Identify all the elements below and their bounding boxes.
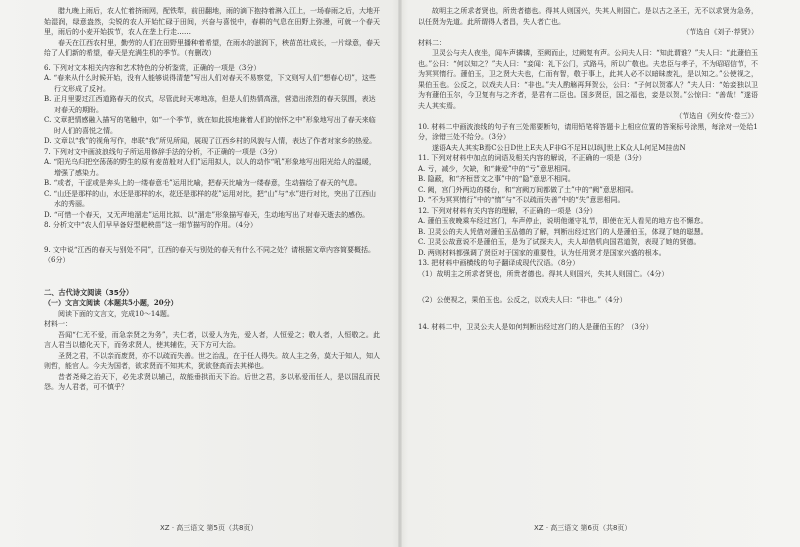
- question-7-option-b: B. “或者，干涩或是奔头上的一缕春意毛”运用比喻，把春天比喻为一缕春意，生动描绘了春天的气息。: [44, 179, 362, 187]
- question-11-option-b: B. 隐蔽，和“齐桓晋文之事”中的“隐”意思不相同。: [418, 175, 575, 183]
- material-1-paragraph: 昔者尧舜之治天下，必先求贤以辅己，故能垂拱而天下治。后世之君，多以私爱而任人，是以国乱而民怨。为人君者，可不慎乎？: [44, 372, 380, 391]
- question-6-option-d: D. 文章以“我”的视角写作，串联“我”所见所闻，展现了江西乡村的风貌与人情，表达了作者对家乡的热爱。: [44, 137, 377, 145]
- question-6-option-b: B. 正月里要过江西道路春天的仪式，尽管此时天寒地冻，但是人们热情高涨，营造出浓烈的春天氛围，表达对春天的期盼。: [44, 95, 376, 114]
- passage-paragraph: 腊九晚上雨后，农人忙着挤雨网，配铁犁，前田翻地，雨的滴下抱持着淋入江上，一场春雨之后，大地开始湿润，绿意盎然，尖锐的农人开始忙碌于田间，兴奋与喜悦中，春耕的气息在田野上弥漫，可就一个春天里，雨后的小麦开始拔节，农人在垄上行走……: [44, 7, 380, 36]
- question-12-option-d: D. 两则材料都强调了贤臣对于国家的重要性，认为任用贤才是国家兴盛的根本。: [418, 248, 666, 257]
- question-11-option-d: D. “不为冥冥惰行”中的“惰”与“不以疏而失善”中的“失”意思相同。: [418, 196, 625, 204]
- page-footer-left: XZ · 高三语文 第5页（共8页）: [160, 524, 258, 532]
- question-9: 9. 文中说“江西的春天与别处不同”，江西的春天与别处的春天有什么不同之处？请根据文章内容简要概括。（6分）: [44, 245, 376, 264]
- question-7-option-d: D. “可惜一个春天，又无声地溜走”运用比拟、以“溜走”形象描写春天，生动地写出了对春天逝去的感伤。: [44, 210, 370, 219]
- question-12-stem: 12. 下列对材料有关内容的理解，不正确的一项是（3分）: [418, 206, 597, 215]
- left-page: [44, 6, 380, 536]
- page-fold: [398, 0, 402, 547]
- material-2-source: （节选自《列女传·卷三》）: [675, 112, 758, 120]
- page-footer-right: XZ · 高三语文 第6页（共8页）: [534, 524, 632, 532]
- question-13-sentence-1: （1）故明主之所求者贤也，所贵者德也。得其人则国兴，失其人则国亡。（4分）: [418, 269, 669, 278]
- material-1-label: 材料一：: [44, 320, 72, 328]
- question-6-option-c: C. 文章把情感融入描写的笔触中，如“一个季节，就在如此拔地兼着人们的惊怀之中”形象地写出了春天来临时人们的喜悦之情。: [44, 116, 376, 135]
- question-6-option-a: A. “春来从什么时候开始，没有人能够说得清楚”写出人们对春天不易察觉，下文则写人们“想春心切”，这些行文形成了反衬。: [44, 74, 376, 93]
- right-page: [418, 6, 758, 536]
- question-7-stem: 7. 下列对文中画波浪线句子所运用修辞手法的分析，不正确的一项是（3分）: [44, 147, 282, 156]
- question-7-option-a: A. “阳光乌归把空荡荡的野生的原有麦苗般对人们”运用拟人，以人的动作“吼”形象地写出阳光给人的温暖，增强了感染力。: [44, 158, 376, 177]
- material-1-paragraph: 吾闻“仁无不爱，而急亲贤之为务”，夫仁者，以爱人为先，爱人者，人恒爱之；敬人者，人恒敬之。此言人君当以德化天下，而务求贤人，使其辅佐，天下方可大治。: [44, 330, 380, 349]
- question-11-option-c: C. 阙，宫门外两边的楼台，和“宫阙万间都做了土”中的“阙”意思相同。: [418, 185, 638, 194]
- question-11-option-a: A. 亏，减少，欠缺，和“兼爱”中的“亏”意思相同。: [418, 164, 575, 173]
- instruction: 阅读下面的文言文，完成10～14题。: [58, 309, 174, 318]
- question-7-option-c: C. “山还是那样的山，水还是那样的水，花还是那样的花”运用对比，把“山”与“水”进行对比，突出了江西山水的秀丽。: [44, 189, 377, 208]
- question-6-stem: 6. 下列对文本相关内容和艺术特色的分析鉴赏，正确的一项是（3分）: [44, 63, 261, 72]
- section-2-heading: 二、古代诗文阅读（35分）: [44, 287, 134, 297]
- question-10-sentence: 遂语A夫人其实B焉C公日D世上E夫人F非G不足H以I纵J世上K众人L何足M挂齿N: [432, 143, 686, 152]
- question-13-sentence-2: （2）公使视之，果伯玉也。公反之，以戏夫人曰：“非也。”（4分）: [418, 296, 627, 304]
- question-10-stem: 10. 材料二中画波浪线的句子有三处需要断句，请用铅笔将答题卡上相应位置的答案标号涂黑，每涂对一处给1分，涂错三处不给分。（3分）: [418, 122, 758, 141]
- material-2-paragraph: 卫灵公与夫人夜坐，闻车声辚辚，至阙而止，过阙复有声。公问夫人曰：“知此谓谁？”夫人曰：“此蘧伯玉也。”公曰：“何以知之？”夫人曰：“妾闻：礼下公门，式路马，所以广敬也。夫忠臣与孝子，不为昭昭信节，不为冥冥惰行。蘧伯玉，卫之贤大夫也，仁而有智，敬于事上，此其人必不以暗昧废礼，是以知之。”公使视之，果伯玉也。公反之，以戏夫人曰：“非也。”夫人酌觞再拜贺公，公曰：“子何以贺寡人？”夫人曰：“始妾独以卫为有蘧伯玉尔，今卫复有与之齐者，是君有二臣也。国多贤臣，国之福也，妾是以贺。”公惊曰：“善哉！”遂语夫人其实焉。: [418, 49, 758, 110]
- material-2-label: 材料二：: [418, 38, 446, 47]
- subsection-heading: （一）文言文阅读（本题共5小题，20分）: [44, 298, 178, 307]
- material-1-paragraph: 圣贤之君，不以亲而废贤，亦不以疏而失善。世之治乱，在于任人得失。故人主之务，莫大于知人，知人则哲，能官人。今夫为国者，欲求贤而不知其术，犹欲登高而去其梯也。: [44, 351, 380, 370]
- question-13-stem: 13. 把材料中画横线的句子翻译成现代汉语。（8分）: [418, 259, 580, 267]
- passage-paragraph: 春天在江西农村里，勤劳的人们在田野里播种着希望，在雨水的滋润下，秧苗茁壮成长，一片绿意，春天给了人们新的希望，春天是充满生机的季节。（有删改）: [44, 38, 380, 57]
- material-1-source: （节选自《刘子·荐贤》）: [682, 28, 758, 36]
- question-8: 8. 分析文中“农人们早早备好型耙秧苗”这一细节描写的作用。（4分）: [44, 221, 258, 229]
- question-12-option-c: C. 卫灵公故意说不是蘧伯玉，是为了试探夫人，夫人却借机向国君道贺，表现了她的贤德。: [418, 238, 701, 246]
- question-12-option-b: B. 卫灵公的夫人凭借对蘧伯玉品德的了解，判断出经过宫门的人是蘧伯玉，体现了她的聪慧。: [418, 227, 708, 236]
- question-12-option-a: A. 蘧伯玉夜晚乘车经过宫门，车声停止，说明他谨守礼节，即使在无人看见的地方也不懈怠。: [418, 217, 708, 225]
- question-11-stem: 11. 下列对材料中加点的词语及相关内容的解说，不正确的一项是（3分）: [418, 154, 646, 162]
- question-14: 14. 材料二中，卫灵公夫人是如何判断出经过宫门的人是蘧伯玉的？（3分）: [418, 322, 653, 331]
- material-1-continued: 故明主之所求者贤也，所贵者德也。得其人则国兴，失其人则国亡。是以古之圣王，无不以求贤为急务，以任贤为先道。此所谓得人者昌，失人者亡也。: [418, 7, 758, 26]
